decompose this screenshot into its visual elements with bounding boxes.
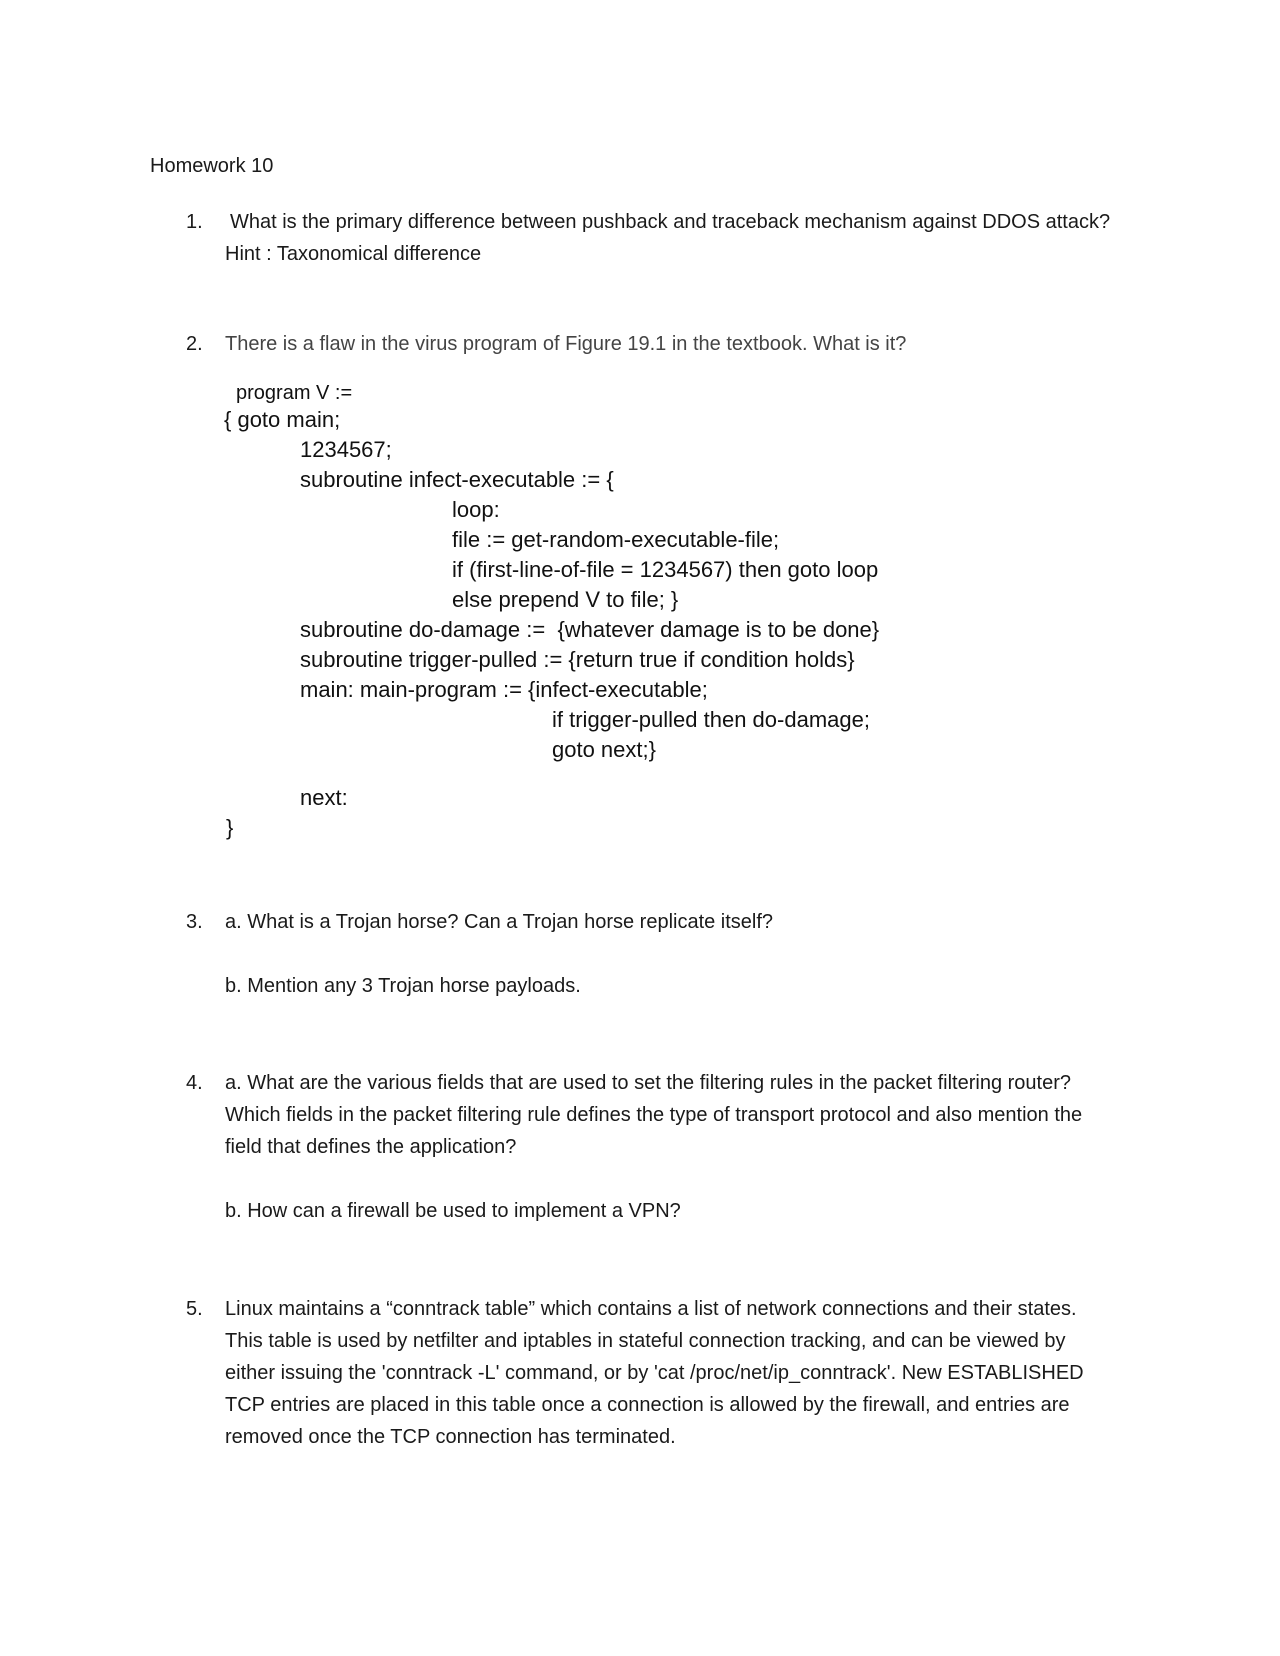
question-part-a: a. What are the various fields that are used to set the filtering rules in the packet filtering router? Which fields in the packet filtering rule defines the type of transport protocol and also mention the field that defines the application? — [225, 1072, 1083, 1158]
code-line: goto next;} — [552, 737, 656, 762]
code-line: main: main-program := {infect-executable; — [300, 677, 708, 702]
question-part-b: b. Mention any 3 Trojan horse payloads. — [225, 975, 581, 997]
code-line: else prepend V to file; } — [452, 587, 679, 612]
code-line: { goto main; — [224, 407, 341, 432]
document-title: Homework 10 — [150, 155, 274, 177]
code-line: subroutine do-damage := {whatever damage is to be done} — [300, 617, 880, 642]
question-part-a: a. What is a Trojan horse? Can a Trojan horse replicate itself? — [225, 911, 774, 933]
code-line: subroutine trigger-pulled := {return true if condition holds} — [300, 647, 855, 672]
code-line: program V := — [236, 382, 353, 404]
question-text: Linux maintains a “conntrack table” which contains a list of network connections and their states. This table is used by netfilter and iptables in stateful connection tracking, and can be viewed by either issuing the 'conntrack -L' command, or by 'cat /proc/net/ip_conntrack'. New ESTABLISHED TCP entries are placed in this table once a connection is allowed by the firewall, and entries are removed once the TCP connection has terminated. — [225, 1298, 1084, 1448]
virus-program-code — [224, 378, 1024, 838]
code-line: if (first-line-of-file = 1234567) then goto loop — [452, 557, 879, 582]
code-line: if trigger-pulled then do-damage; — [552, 707, 870, 732]
code-line: file := get-random-executable-file; — [452, 527, 780, 552]
question-5 — [186, 1293, 1116, 1453]
question-number: 5. — [186, 1298, 203, 1320]
question-3 — [186, 906, 1116, 1002]
question-text: What is the primary difference between pushback and traceback mechanism against DDOS attack? Hint : Taxonomical difference — [225, 211, 1111, 265]
code-line: subroutine infect-executable := { — [300, 467, 614, 492]
code-line: } — [226, 815, 234, 840]
question-4 — [186, 1067, 1116, 1227]
question-2 — [186, 328, 1116, 360]
code-line: loop: — [452, 497, 500, 522]
question-number: 3. — [186, 911, 203, 933]
question-number: 2. — [186, 333, 203, 355]
question-number: 4. — [186, 1072, 203, 1094]
question-text: There is a flaw in the virus program of Figure 19.1 in the textbook. What is it? — [225, 333, 907, 355]
question-1 — [186, 206, 1116, 270]
question-part-b: b. How can a firewall be used to implement a VPN? — [225, 1200, 681, 1222]
question-number: 1. — [186, 211, 203, 233]
code-line: next: — [300, 785, 348, 810]
code-line: 1234567; — [300, 437, 392, 462]
